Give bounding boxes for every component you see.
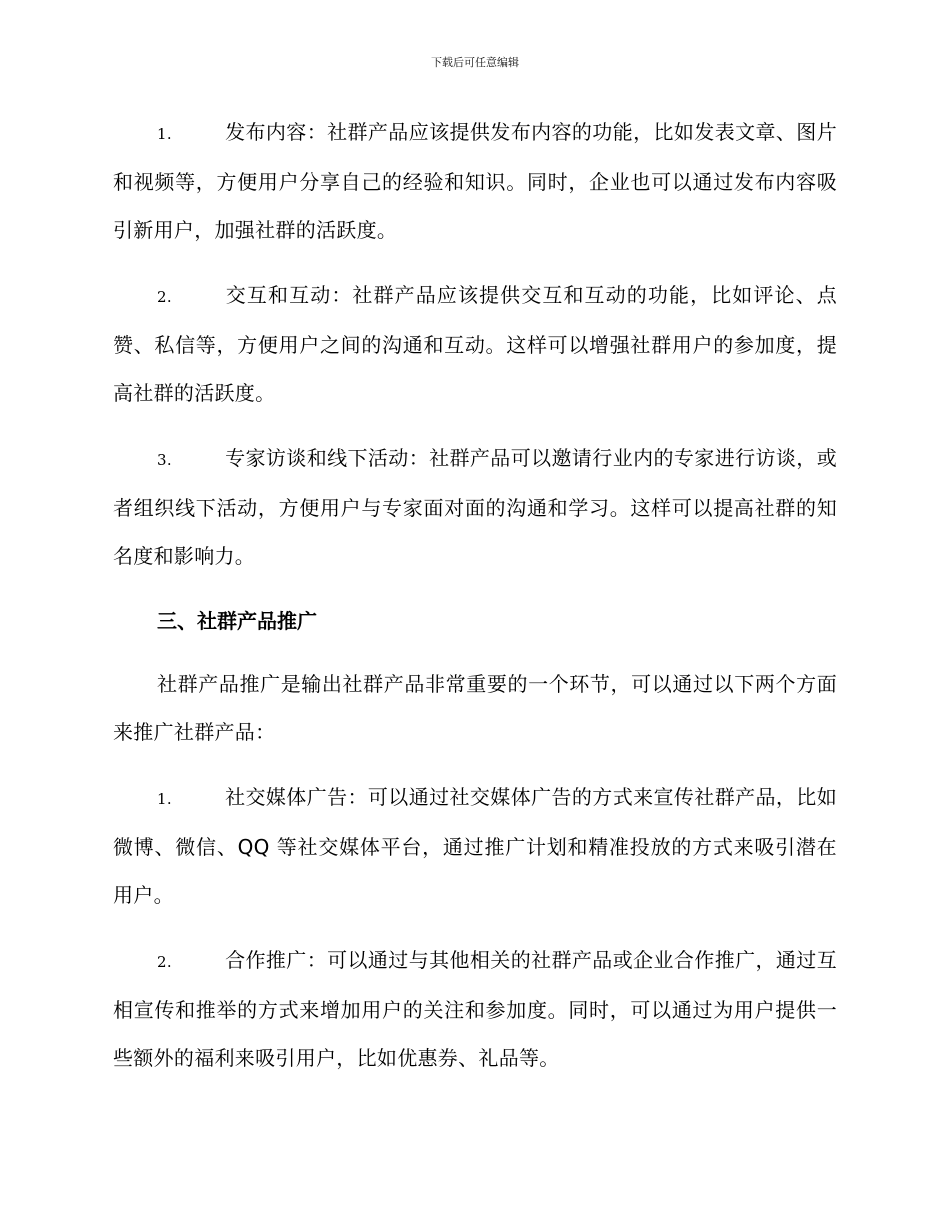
list-number: 1. — [157, 125, 172, 143]
list-item — [113, 773, 837, 919]
list-item — [113, 108, 837, 254]
section-heading: 三、社群产品推广 — [157, 609, 317, 633]
list-number: 1. — [157, 790, 172, 808]
list-item-text: 发布内容：社群产品应该提供发布内容的功能，比如发表文章、图片和视频等，方便用户分享自己的经验和知识。同时，企业也可以通过发布内容吸引新用户，加强社群的活跃度。 — [113, 120, 837, 242]
list-number: 2. — [157, 953, 172, 971]
list-item-text: 社交媒体广告：可以通过社交媒体广告的方式来宣传社群产品，比如微博、微信、QQ 等社交媒体平台，通过推广计划和精准投放的方式来吸引潜在用户。 — [113, 785, 837, 907]
page-header-note: 下载后可任意编辑 — [431, 56, 519, 69]
list-item — [113, 271, 837, 417]
list-number: 2. — [157, 288, 172, 306]
list-item-text: 专家访谈和线下活动：社群产品可以邀请行业内的专家进行访谈，或者组织线下活动，方便用户与专家面对面的沟通和学习。这样可以提高社群的知名度和影响力。 — [113, 446, 837, 568]
list-number: 3. — [157, 451, 172, 469]
document-body — [113, 108, 837, 1099]
list-item — [113, 434, 837, 580]
list-item-text: 合作推广：可以通过与其他相关的社群产品或企业合作推广，通过互相宣传和推举的方式来增加用户的关注和参加度。同时，可以通过为用户提供一些额外的福利来吸引用户，比如优惠券、礼品等。 — [113, 948, 837, 1070]
list-item — [113, 936, 837, 1082]
list-item-text: 交互和互动：社群产品应该提供交互和互动的功能，比如评论、点赞、私信等，方便用户之间的沟通和互动。这样可以增强社群用户的参加度，提高社群的活跃度。 — [113, 283, 837, 405]
section-intro: 社群产品推广是输出社群产品非常重要的一个环节，可以通过以下两个方面来推广社群产品： — [113, 672, 837, 744]
